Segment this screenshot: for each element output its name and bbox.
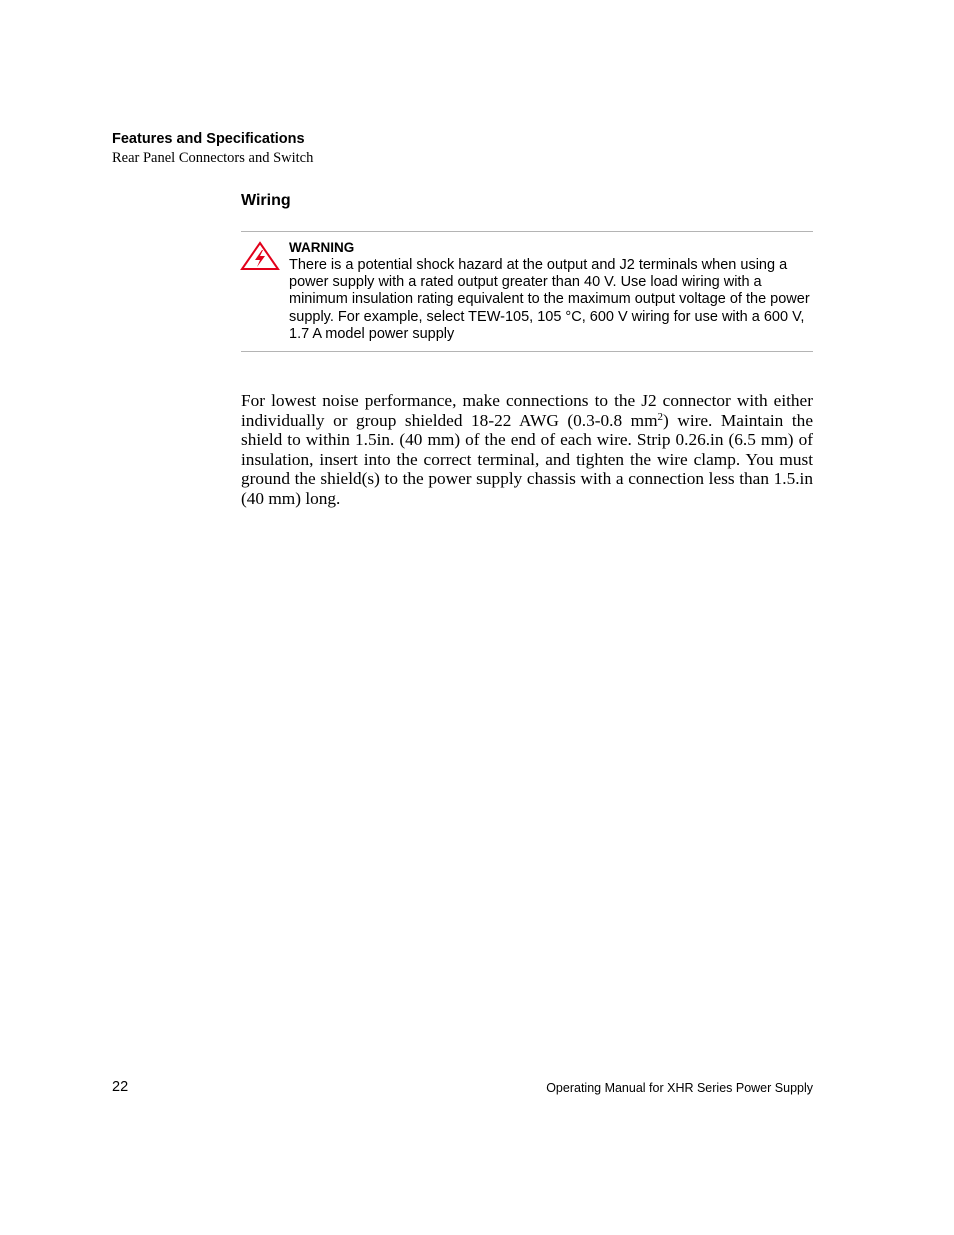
body-paragraph	[241, 391, 813, 508]
page-number: 22	[112, 1079, 129, 1095]
warning-text: There is a potential shock hazard at the output and J2 terminals when using a power supply with a rated output greater than 40 V. Use load wiring with a minimum insulation rating equivalent to the maximum output voltage of the power supply. For example, select TEW-105, 105 °C, 600 V wiring for use with a 600 V, 1.7 A model power supply	[289, 257, 810, 342]
warning-bottom-rule	[241, 351, 813, 352]
running-header-section: Features and Specifications	[112, 131, 305, 147]
warning-top-rule	[241, 231, 813, 232]
running-header-subsection: Rear Panel Connectors and Switch	[112, 150, 314, 166]
footer-title: Operating Manual for XHR Series Power Supply	[546, 1081, 813, 1095]
body-text-part-1: For lowest noise performance, make connections to the J2 connector with either individually or group shielded 18-22 AWG (0.3-0.8 mm	[241, 391, 813, 430]
section-title: Wiring	[241, 192, 291, 209]
superscript-2: 2	[657, 410, 664, 423]
body-text-part-2: ) wire. Maintain the shield to within 1.5in. (40 mm) of the end of each wire. Strip 0.26.in (6.5 mm) of insulation, insert into the correct terminal, and tighten the wire clamp. You must ground the shield(s) to the power supply chassis with a connection less than 1.5.in (40 mm) long.	[241, 410, 813, 508]
high-voltage-warning-icon	[240, 241, 280, 271]
warning-label: WARNING	[289, 240, 355, 255]
